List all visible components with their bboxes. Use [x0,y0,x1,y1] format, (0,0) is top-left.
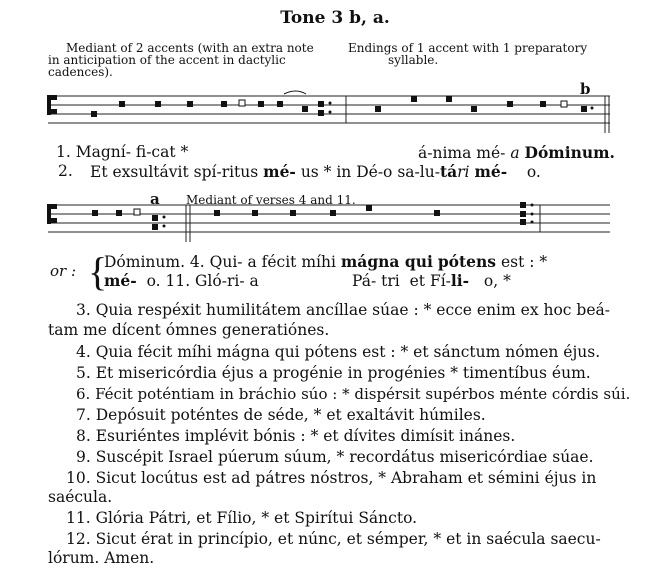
alt-lyric-line1: Dóminum. 4. Qui- a fécit míhi mágna qui pótens est : * [104,252,548,271]
verse-5: 5. Et misericórdia éjus a progénie in progénies * timentíbus éum. [76,364,591,382]
or-label: or : [50,262,77,280]
alt-lyric-line2-ending: Pá- tri et Fí-li- o, * [352,271,511,290]
alternative-brace: { [88,249,108,294]
verse-6: 6. Fécit poténtiam in bráchio súo : * dispérsit supérbos ménte córdis súi. [76,385,631,403]
chant-staff-1 [0,90,670,150]
verse-11: 11. Glória Pátri, et Fílio, * et Spirítui Sáncto. [66,509,418,527]
verse-10-cont: saécula. [48,488,113,506]
verse-7: 7. Depósuit poténtes de séde, * et exaltávit húmiles. [76,406,486,424]
verse-4: 4. Quia fécit míhi mágna qui pótens est : * et sánctum nómen éjus. [76,343,601,361]
lyric-line2-number: 2. [58,162,73,180]
mediant-heading-line3: cadences). [48,65,113,79]
endings-heading-line2: syllable. [388,53,439,67]
endings-heading-line1: Endings of 1 accent with 1 preparatory [348,41,588,55]
verse-9: 9. Suscépit Israel púerum súum, * recordátus misericórdiae súae. [76,448,594,466]
lyric-line2: Et exsultávit spí-ritus mé- us * in Dé-o sa-lu-tári mé- o. [90,162,541,181]
verse-3-cont: tam me dícent ómnes generatiónes. [48,321,330,339]
verse-12: 12. Sicut érat in princípio, et núnc, et sémper, * et in saécula saecu- [66,530,601,548]
verse-8: 8. Esuriéntes implévit bónis : * et dívites dimísit inánes. [76,427,516,445]
verse-12-cont: lórum. Amen. [48,549,155,567]
ending-a-label: a [150,190,160,208]
lyric-line1-start: 1. Magní- fi-cat * [56,143,189,161]
verse-10: 10. Sicut locútus est ad pátres nóstros, * Abraham et sémini éjus in [66,469,597,487]
lyric-line1-ending: á-nima mé- a Dóminum. [418,143,615,162]
mediant-verses-heading: Mediant of verses 4 and 11. [186,193,356,207]
ending-b-label: b [580,80,591,98]
mediant-heading-line1: Mediant of 2 accents (with an extra note [66,41,314,55]
page-title: Tone 3 b, a. [280,8,390,28]
mediant-heading-line2: in anticipation of the accent in dactylic [48,53,286,67]
alt-lyric-line2: mé- o. 11. Gló-ri- a [104,271,259,290]
verse-3: 3. Quia respéxit humilitátem ancíllae súae : * ecce enim ex hoc beá- [76,301,610,319]
